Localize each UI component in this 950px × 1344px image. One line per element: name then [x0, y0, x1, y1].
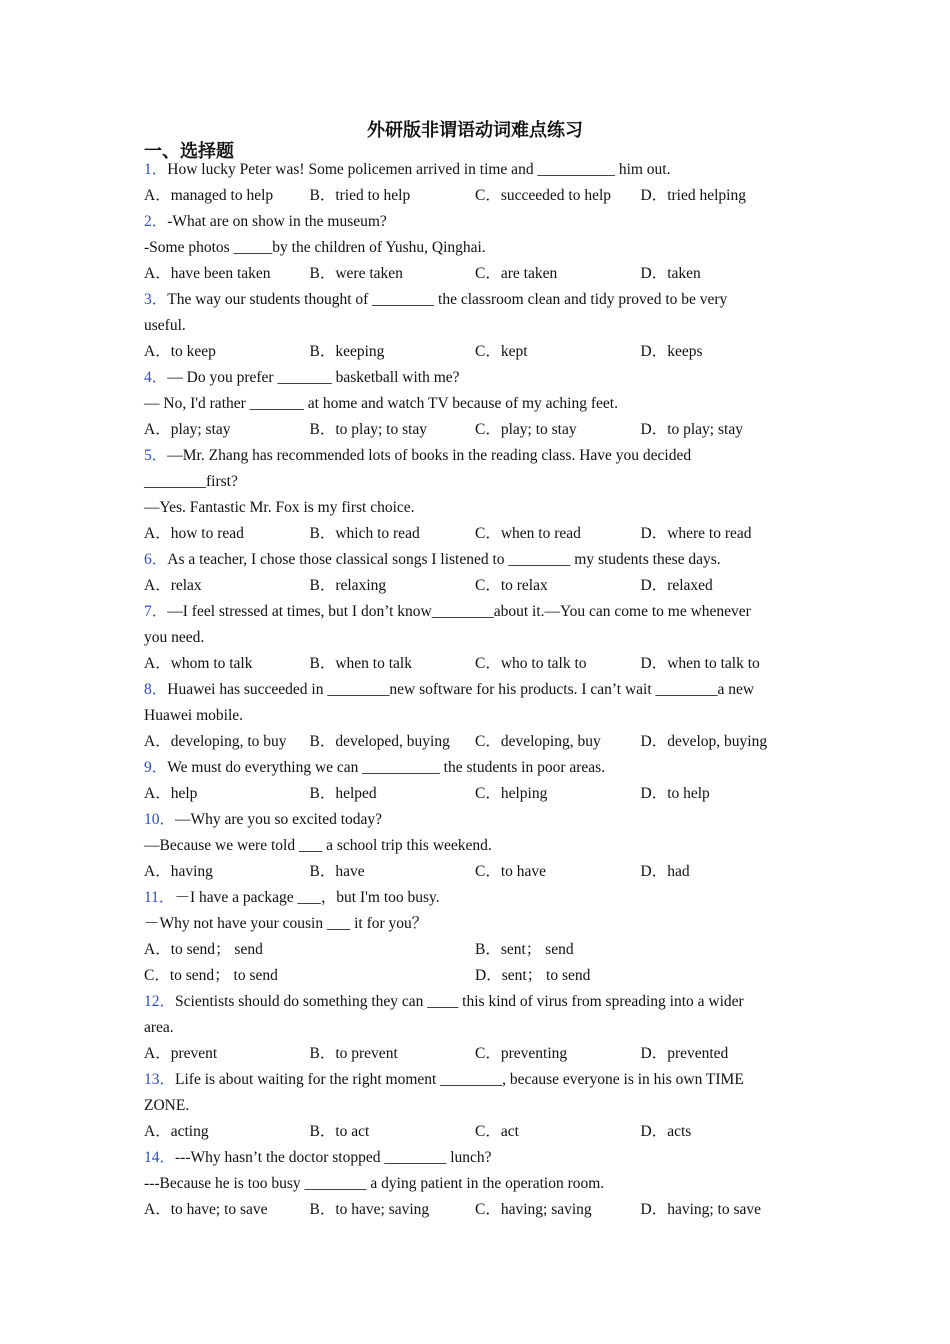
question-text: Life is about waiting for the right moment ________, because everyone is in his own TIME: [175, 1071, 744, 1088]
question-number: 11．: [144, 889, 175, 906]
answer-option-d[interactable]: D．relaxed: [640, 577, 713, 594]
options-row: [144, 261, 809, 287]
question-number: 7．: [144, 603, 168, 620]
options-row: [144, 963, 809, 989]
answer-option-c[interactable]: C．act: [475, 1123, 519, 1140]
options-row: [144, 651, 809, 677]
answer-option-a[interactable]: A．to send； send: [144, 941, 263, 958]
answer-option-b[interactable]: B．to act: [309, 1123, 370, 1140]
question-stem-line: [144, 495, 809, 521]
question-stem-line: [144, 989, 809, 1015]
answer-option-c[interactable]: C．kept: [475, 343, 528, 360]
question-text: Huawei mobile.: [144, 707, 244, 724]
question-number: 2．: [144, 213, 168, 230]
question-text: —Because we were told ___ a school trip this weekend.: [144, 837, 492, 854]
question-text: ---Because he is too busy ________ a dying patient in the operation room.: [144, 1175, 605, 1192]
question-stem-line: [144, 235, 809, 261]
answer-option-c[interactable]: C．play; to stay: [475, 421, 577, 438]
question-text: area.: [144, 1019, 174, 1036]
question-stem-line: [144, 807, 809, 833]
question-13: [144, 1067, 809, 1145]
answer-option-b[interactable]: B．were taken: [309, 265, 403, 282]
answer-option-d[interactable]: D．tried helping: [640, 187, 746, 204]
options-row: [144, 183, 809, 209]
question-stem-line: [144, 313, 809, 339]
options-row: [144, 781, 809, 807]
question-stem-line: [144, 469, 809, 495]
question-text: -What are on show in the museum?: [167, 213, 387, 230]
question-text: ________first?: [144, 473, 238, 490]
question-stem-line: [144, 625, 809, 651]
question-number: 12．: [144, 993, 176, 1010]
question-1: [144, 157, 809, 209]
question-3: [144, 287, 809, 365]
question-text: —Mr. Zhang has recommended lots of books in the reading class. Have you decided: [167, 447, 692, 464]
question-text: How lucky Peter was! Some policemen arrived in time and __________ him out.: [167, 161, 671, 178]
question-12: [144, 989, 809, 1067]
question-8: [144, 677, 809, 755]
question-list: [144, 157, 809, 1223]
answer-option-d[interactable]: D．keeps: [640, 343, 703, 360]
answer-option-b[interactable]: B．to play; to stay: [309, 421, 428, 438]
question-number: 13．: [144, 1071, 176, 1088]
question-text: ZONE.: [144, 1097, 190, 1114]
question-14: [144, 1145, 809, 1223]
answer-option-d[interactable]: D．having; to save: [640, 1201, 762, 1218]
answer-option-b[interactable]: B．when to talk: [309, 655, 412, 672]
question-stem-line: [144, 911, 809, 937]
answer-option-c[interactable]: C．to have: [475, 863, 547, 880]
options-row: [144, 521, 809, 547]
answer-option-c[interactable]: C．who to talk to: [475, 655, 587, 672]
question-text: －I have a package ___，but I'm too busy.: [174, 889, 440, 906]
options-row: [144, 729, 809, 755]
answer-option-a[interactable]: A．to have; to save: [144, 1201, 268, 1218]
question-text: you need.: [144, 629, 205, 646]
options-row: [144, 1041, 809, 1067]
answer-option-a[interactable]: A．acting: [144, 1123, 209, 1140]
answer-option-b[interactable]: B．helped: [309, 785, 377, 802]
answer-option-a[interactable]: A．have been taken: [144, 265, 271, 282]
question-stem-line: [144, 677, 809, 703]
options-row: [144, 937, 809, 963]
question-7: [144, 599, 809, 677]
question-stem-line: [144, 209, 809, 235]
answer-option-d[interactable]: D．prevented: [640, 1045, 729, 1062]
answer-option-b[interactable]: B．to have; saving: [309, 1201, 430, 1218]
answer-option-a[interactable]: A．relax: [144, 577, 202, 594]
answer-option-b[interactable]: B．to prevent: [309, 1045, 398, 1062]
question-6: [144, 547, 809, 599]
answer-option-d[interactable]: D．had: [640, 863, 690, 880]
document-title: 外研版非谓语动词难点练习: [367, 120, 583, 141]
question-number: 10．: [144, 811, 176, 828]
options-row: [144, 1119, 809, 1145]
question-text: We must do everything we can __________ the students in poor areas.: [167, 759, 606, 776]
question-text: useful.: [144, 317, 186, 334]
answer-option-c[interactable]: C．to send； to send: [144, 967, 278, 984]
question-stem-line: [144, 599, 809, 625]
question-stem-line: [144, 1015, 809, 1041]
question-number: 5．: [144, 447, 168, 464]
answer-option-b[interactable]: B．which to read: [309, 525, 420, 542]
answer-option-d[interactable]: D．taken: [640, 265, 701, 282]
answer-option-c[interactable]: C．are taken: [475, 265, 558, 282]
question-stem-line: [144, 1093, 809, 1119]
question-text: — No, I'd rather _______ at home and watch TV because of my aching feet.: [144, 395, 618, 412]
answer-option-c[interactable]: C．developing, buy: [475, 733, 601, 750]
options-row: [144, 339, 809, 365]
answer-option-c[interactable]: C．having; saving: [475, 1201, 592, 1218]
question-text: —Why are you so excited today?: [175, 811, 383, 828]
answer-option-c[interactable]: C．helping: [475, 785, 548, 802]
question-text: ---Why hasn’t the doctor stopped ________ lunch?: [175, 1149, 492, 1166]
options-row: [144, 1197, 809, 1223]
question-text: As a teacher, I chose those classical songs I listened to ________ my students these days.: [167, 551, 721, 568]
answer-option-b[interactable]: B．tried to help: [309, 187, 411, 204]
question-stem-line: [144, 1171, 809, 1197]
question-number: 1．: [144, 161, 168, 178]
question-number: 4．: [144, 369, 168, 386]
answer-option-d[interactable]: D．acts: [640, 1123, 692, 1140]
answer-option-b[interactable]: B．developed, buying: [309, 733, 450, 750]
question-9: [144, 755, 809, 807]
answer-option-b[interactable]: B．relaxing: [309, 577, 387, 594]
question-number: 8．: [144, 681, 168, 698]
answer-option-b[interactable]: B．sent； send: [475, 941, 574, 958]
answer-option-d[interactable]: D．to play; stay: [640, 421, 743, 438]
answer-option-c[interactable]: C．succeeded to help: [475, 187, 612, 204]
question-number: 6．: [144, 551, 168, 568]
answer-option-a[interactable]: A．having: [144, 863, 213, 880]
answer-option-a[interactable]: A．managed to help: [144, 187, 274, 204]
answer-option-a[interactable]: A．to keep: [144, 343, 216, 360]
question-stem-line: [144, 287, 809, 313]
question-stem-line: [144, 157, 809, 183]
question-stem-line: [144, 365, 809, 391]
answer-option-d[interactable]: D．sent； to send: [475, 967, 591, 984]
question-stem-line: [144, 547, 809, 573]
question-10: [144, 807, 809, 885]
answer-option-c[interactable]: C．when to read: [475, 525, 581, 542]
question-stem-line: [144, 885, 809, 911]
question-stem-line: [144, 755, 809, 781]
answer-option-b[interactable]: B．have: [309, 863, 365, 880]
question-stem-line: [144, 703, 809, 729]
question-stem-line: [144, 391, 809, 417]
question-2: [144, 209, 809, 287]
section-heading: 一、选择题: [144, 141, 234, 162]
options-row: [144, 417, 809, 443]
question-text: — Do you prefer _______ basketball with me?: [167, 369, 460, 386]
question-stem-line: [144, 1145, 809, 1171]
options-row: [144, 859, 809, 885]
question-11: [144, 885, 809, 989]
options-row: [144, 573, 809, 599]
answer-option-d[interactable]: D．when to talk to: [640, 655, 760, 672]
answer-option-d[interactable]: D．where to read: [640, 525, 752, 542]
answer-option-a[interactable]: A．help: [144, 785, 198, 802]
question-stem-line: [144, 833, 809, 859]
answer-option-a[interactable]: A．prevent: [144, 1045, 218, 1062]
answer-option-d[interactable]: D．develop, buying: [640, 733, 768, 750]
question-number: 14．: [144, 1149, 176, 1166]
question-5: [144, 443, 809, 547]
answer-option-a[interactable]: A．play; stay: [144, 421, 231, 438]
answer-option-a[interactable]: A．how to read: [144, 525, 244, 542]
question-text: －Why not have your cousin ___ it for you？: [144, 915, 428, 932]
question-text: Scientists should do something they can ____ this kind of virus from spreading into a wider: [175, 993, 744, 1010]
answer-option-a[interactable]: A．whom to talk: [144, 655, 253, 672]
question-text: The way our students thought of ________ the classroom clean and tidy proved to be very: [167, 291, 728, 308]
question-text: —Yes. Fantastic Mr. Fox is my first choice.: [144, 499, 415, 516]
question-stem-line: [144, 443, 809, 469]
question-text: —I feel stressed at times, but I don’t know________about it.—You can come to me whenever: [167, 603, 751, 620]
question-number: 9．: [144, 759, 168, 776]
question-text: Huawei has succeeded in ________new software for his products. I can’t wait ________a new: [167, 681, 755, 698]
question-number: 3．: [144, 291, 168, 308]
question-4: [144, 365, 809, 443]
answer-option-c[interactable]: C．to relax: [475, 577, 548, 594]
answer-option-d[interactable]: D．to help: [640, 785, 710, 802]
answer-option-a[interactable]: A．developing, to buy: [144, 733, 287, 750]
answer-option-b[interactable]: B．keeping: [309, 343, 385, 360]
answer-option-c[interactable]: C．preventing: [475, 1045, 568, 1062]
question-stem-line: [144, 1067, 809, 1093]
question-text: -Some photos _____by the children of Yushu, Qinghai.: [144, 239, 486, 256]
